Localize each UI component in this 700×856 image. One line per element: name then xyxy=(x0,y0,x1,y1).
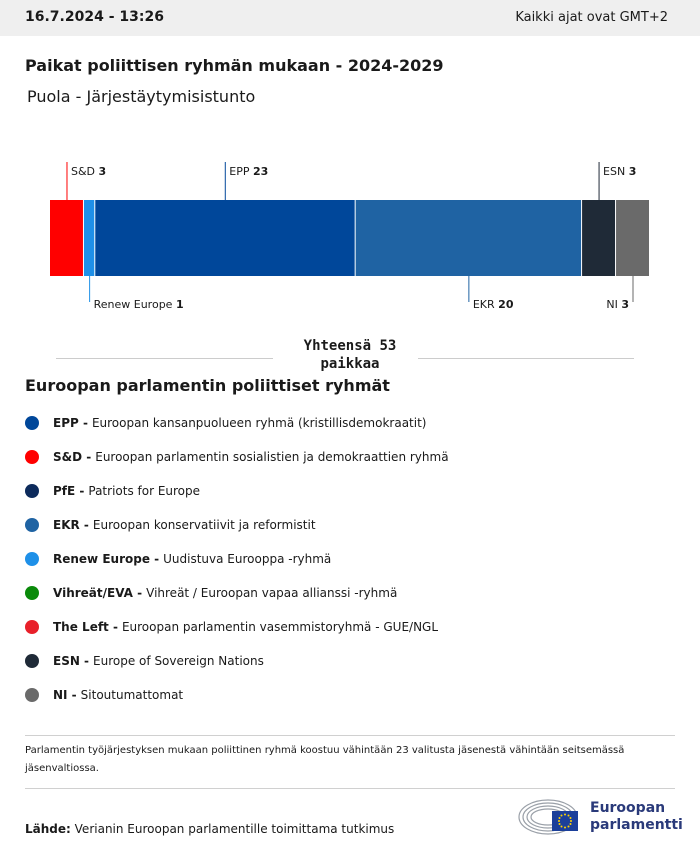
legend-dot xyxy=(25,586,39,600)
legend-name: Euroopan parlamentin vasemmistoryhmä - GUE/NGL xyxy=(121,620,439,634)
timezone-note: Kaikki ajat ovat GMT+2 xyxy=(515,10,668,25)
legend-name: Euroopan kansanpuolueen ryhmä (kristillisdemokraatit) xyxy=(91,416,427,430)
legend-dot xyxy=(25,518,39,532)
total-line-left xyxy=(56,358,273,359)
total-seats-line2: paikkaa xyxy=(320,356,380,372)
source-label: Lähde: xyxy=(25,822,71,836)
legend xyxy=(25,406,675,712)
legend-item xyxy=(25,406,675,440)
total-line-right xyxy=(418,358,634,359)
parliament-emblem-icon xyxy=(518,797,588,837)
bar-label: Renew Europe 1 xyxy=(93,298,184,311)
seat-bar-chart xyxy=(0,150,700,320)
legend-name: Vihreät / Euroopan vapaa allianssi -ryhmä xyxy=(146,586,398,600)
legend-abbr: NI - xyxy=(53,688,77,702)
source-note xyxy=(25,822,394,836)
legend-abbr: The Left - xyxy=(53,620,118,634)
source-text: Verianin Euroopan parlamentille toimittama tutkimus xyxy=(74,822,395,836)
bar-ni xyxy=(616,200,649,276)
bar-label: S&D 3 xyxy=(70,165,107,178)
total-seats-line1: Yhteensä 53 xyxy=(303,338,397,354)
bar-renew-europe xyxy=(84,200,94,276)
footnote-divider-bottom xyxy=(25,788,675,789)
bar-esn xyxy=(582,200,615,276)
chart-subtitle: Puola - Järjestäytymisistunto xyxy=(27,87,256,106)
legend-dot xyxy=(25,620,39,634)
legend-dot xyxy=(25,416,39,430)
bar-label: ESN 3 xyxy=(603,165,637,178)
footnote: Parlamentin työjärjestyksen mukaan poliittinen ryhmä koostuu vähintään 23 valitusta jäsenestä vähintään seitsemässä jäsenvaltiossa. xyxy=(25,745,625,774)
logo-text-line2: parlamentti xyxy=(590,817,683,833)
legend-item xyxy=(25,508,675,542)
bar-ekr xyxy=(356,200,581,276)
chart-title: Paikat poliittisen ryhmän mukaan - 2024-2029 xyxy=(25,56,444,75)
bar-label: EKR 20 xyxy=(472,298,514,311)
legend-abbr: S&D - xyxy=(53,450,92,464)
legend-name: Europe of Sovereign Nations xyxy=(93,654,264,668)
legend-name: Sitoutumattomat xyxy=(80,688,184,702)
legend-item xyxy=(25,644,675,678)
legend-item xyxy=(25,678,675,712)
legend-abbr: EPP - xyxy=(53,416,88,430)
logo-text-line1: Euroopan xyxy=(590,800,666,816)
legend-dot xyxy=(25,654,39,668)
bar-label: NI 3 xyxy=(606,298,629,311)
legend-name: Patriots for Europe xyxy=(88,484,201,498)
top-bar xyxy=(0,0,700,36)
legend-item xyxy=(25,474,675,508)
legend-dot xyxy=(25,552,39,566)
bar-label: EPP 23 xyxy=(229,165,269,178)
update-datetime: 16.7.2024 - 13:26 xyxy=(25,9,164,25)
legend-abbr: PfE - xyxy=(53,484,85,498)
legend-item xyxy=(25,576,675,610)
legend-dot xyxy=(25,484,39,498)
legend-item xyxy=(25,610,675,644)
legend-abbr: Renew Europe - xyxy=(53,552,160,566)
european-parliament-logo xyxy=(518,797,683,841)
footnote-divider-top xyxy=(25,735,675,736)
legend-name: Euroopan konservatiivit ja reformistit xyxy=(92,518,316,532)
legend-abbr: EKR - xyxy=(53,518,89,532)
legend-title: Euroopan parlamentin poliittiset ryhmät xyxy=(25,376,390,395)
legend-dot xyxy=(25,688,39,702)
bar-s-d xyxy=(50,200,83,276)
legend-item xyxy=(25,542,675,576)
legend-abbr: ESN - xyxy=(53,654,90,668)
legend-name: Euroopan parlamentin sosialistien ja demokraattien ryhmä xyxy=(95,450,449,464)
bar-epp xyxy=(95,200,354,276)
total-seats xyxy=(280,337,420,373)
legend-item xyxy=(25,440,675,474)
legend-dot xyxy=(25,450,39,464)
legend-name: Uudistuva Eurooppa -ryhmä xyxy=(163,552,332,566)
logo-text xyxy=(590,800,683,834)
legend-abbr: Vihreät/EVA - xyxy=(53,586,143,600)
